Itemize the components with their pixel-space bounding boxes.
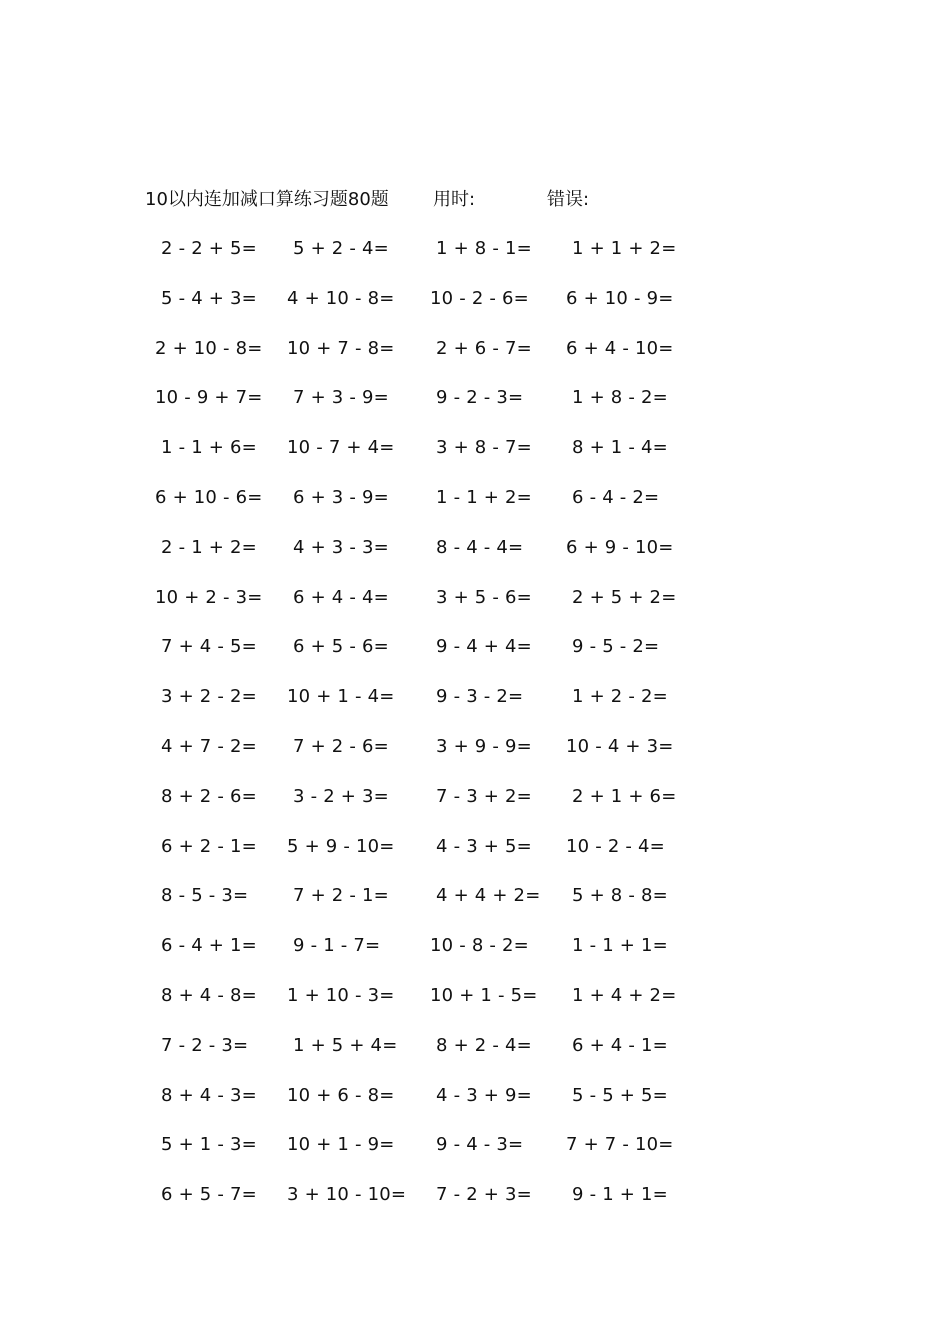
problem-item: 10 + 1 - 4= — [287, 686, 395, 708]
problem-item: 1 - 1 + 6= — [161, 437, 257, 459]
problem-row — [0, 1180, 950, 1230]
problem-item: 6 + 2 - 1= — [161, 835, 257, 857]
problem-item: 4 - 3 + 5= — [436, 835, 532, 857]
problem-row — [0, 1081, 950, 1131]
problem-item: 1 + 8 - 2= — [572, 387, 668, 409]
problem-item: 7 + 2 - 6= — [293, 735, 389, 757]
problem-item: 9 - 4 + 4= — [436, 636, 532, 658]
time-used-label: 用时: — [433, 189, 476, 210]
problem-item: 1 - 1 + 1= — [572, 935, 668, 957]
problem-row — [0, 533, 950, 583]
problem-item: 10 - 4 + 3= — [566, 735, 674, 757]
problem-item: 2 + 1 + 6= — [572, 785, 677, 807]
problem-row — [0, 682, 950, 732]
problem-item: 8 - 5 - 3= — [161, 885, 249, 907]
problem-row — [0, 234, 950, 284]
problem-item: 4 - 3 + 9= — [436, 1084, 532, 1106]
problem-item: 9 - 3 - 2= — [436, 686, 524, 708]
problem-item: 4 + 10 - 8= — [287, 287, 395, 309]
problem-row — [0, 433, 950, 483]
problem-item: 9 - 1 - 7= — [293, 935, 381, 957]
problem-item: 7 - 2 - 3= — [161, 1034, 249, 1056]
problem-item: 6 + 10 - 9= — [566, 287, 674, 309]
problem-item: 7 + 7 - 10= — [566, 1134, 674, 1156]
problem-item: 10 + 2 - 3= — [155, 586, 263, 608]
problem-item: 1 + 4 + 2= — [572, 984, 677, 1006]
problem-item: 6 + 9 - 10= — [566, 536, 674, 558]
problem-item: 3 + 10 - 10= — [287, 1184, 407, 1206]
problem-row — [0, 782, 950, 832]
problem-item: 8 + 4 - 8= — [161, 984, 257, 1006]
problem-row — [0, 632, 950, 682]
problem-row — [0, 881, 950, 931]
problem-item: 2 - 2 + 5= — [161, 238, 257, 259]
problem-item: 8 + 2 - 6= — [161, 785, 257, 807]
problem-item: 10 + 7 - 8= — [287, 337, 395, 359]
worksheet-title: 10以内连加减口算练习题80题 — [145, 189, 389, 210]
problem-item: 1 - 1 + 2= — [436, 486, 532, 508]
problem-item: 10 + 1 - 9= — [287, 1134, 395, 1156]
problem-item: 8 + 4 - 3= — [161, 1084, 257, 1106]
problem-row — [0, 732, 950, 782]
problem-row — [0, 1130, 950, 1180]
problem-item: 10 - 9 + 7= — [155, 387, 263, 409]
problem-item: 6 + 4 - 4= — [293, 586, 389, 608]
problem-item: 1 + 1 + 2= — [572, 238, 677, 259]
problem-item: 4 + 3 - 3= — [293, 536, 389, 558]
problem-item: 5 + 8 - 8= — [572, 885, 668, 907]
problem-item: 1 + 8 - 1= — [436, 238, 532, 259]
problem-item: 9 - 5 - 2= — [572, 636, 660, 658]
problem-item: 2 + 6 - 7= — [436, 337, 532, 359]
problem-item: 6 + 5 - 6= — [293, 636, 389, 658]
problem-item: 1 + 5 + 4= — [293, 1034, 398, 1056]
problem-item: 3 + 9 - 9= — [436, 735, 532, 757]
problem-item: 2 + 5 + 2= — [572, 586, 677, 608]
problem-item: 9 - 4 - 3= — [436, 1134, 524, 1156]
problem-item: 5 + 2 - 4= — [293, 238, 389, 259]
problem-item: 10 + 1 - 5= — [430, 984, 538, 1006]
error-count-label: 错误: — [547, 189, 590, 210]
problem-row — [0, 931, 950, 981]
problem-item: 9 - 1 + 1= — [572, 1184, 668, 1206]
problem-item: 10 - 8 - 2= — [430, 935, 529, 957]
problem-item: 9 - 2 - 3= — [436, 387, 524, 409]
problem-row — [0, 981, 950, 1031]
problem-item: 6 + 4 - 1= — [572, 1034, 668, 1056]
problem-item: 10 - 7 + 4= — [287, 437, 395, 459]
problem-item: 6 + 10 - 6= — [155, 486, 263, 508]
problem-item: 7 - 2 + 3= — [436, 1184, 532, 1206]
problem-item: 4 + 4 + 2= — [436, 885, 541, 907]
problem-item: 7 + 4 - 5= — [161, 636, 257, 658]
problem-row — [0, 334, 950, 384]
problem-item: 5 + 1 - 3= — [161, 1134, 257, 1156]
problem-item: 1 + 2 - 2= — [572, 686, 668, 708]
problem-item: 8 + 1 - 4= — [572, 437, 668, 459]
problem-item: 2 - 1 + 2= — [161, 536, 257, 558]
problem-item: 7 + 2 - 1= — [293, 885, 389, 907]
problem-item: 6 + 3 - 9= — [293, 486, 389, 508]
problem-item: 5 + 9 - 10= — [287, 835, 395, 857]
problem-item: 3 - 2 + 3= — [293, 785, 389, 807]
problem-item: 10 - 2 - 6= — [430, 287, 529, 309]
problem-item: 3 + 2 - 2= — [161, 686, 257, 708]
problem-item: 10 + 6 - 8= — [287, 1084, 395, 1106]
problem-row — [0, 1031, 950, 1081]
problem-item: 7 - 3 + 2= — [436, 785, 532, 807]
problem-item: 6 + 4 - 10= — [566, 337, 674, 359]
problem-item: 8 + 2 - 4= — [436, 1034, 532, 1056]
problem-row — [0, 383, 950, 433]
problem-item: 4 + 7 - 2= — [161, 735, 257, 757]
problem-row — [0, 284, 950, 334]
problem-item: 6 - 4 + 1= — [161, 935, 257, 957]
problem-row — [0, 583, 950, 633]
problem-item: 7 + 3 - 9= — [293, 387, 389, 409]
problem-item: 5 - 5 + 5= — [572, 1084, 668, 1106]
problem-row — [0, 483, 950, 533]
problem-item: 5 - 4 + 3= — [161, 287, 257, 309]
problem-item: 10 - 2 - 4= — [566, 835, 665, 857]
problem-item: 2 + 10 - 8= — [155, 337, 263, 359]
problem-item: 1 + 10 - 3= — [287, 984, 395, 1006]
problem-item: 6 - 4 - 2= — [572, 486, 660, 508]
problem-item: 6 + 5 - 7= — [161, 1184, 257, 1206]
problem-item: 3 + 5 - 6= — [436, 586, 532, 608]
problem-item: 3 + 8 - 7= — [436, 437, 532, 459]
problem-item: 8 - 4 - 4= — [436, 536, 524, 558]
problem-grid — [0, 234, 950, 1230]
problem-row — [0, 832, 950, 882]
